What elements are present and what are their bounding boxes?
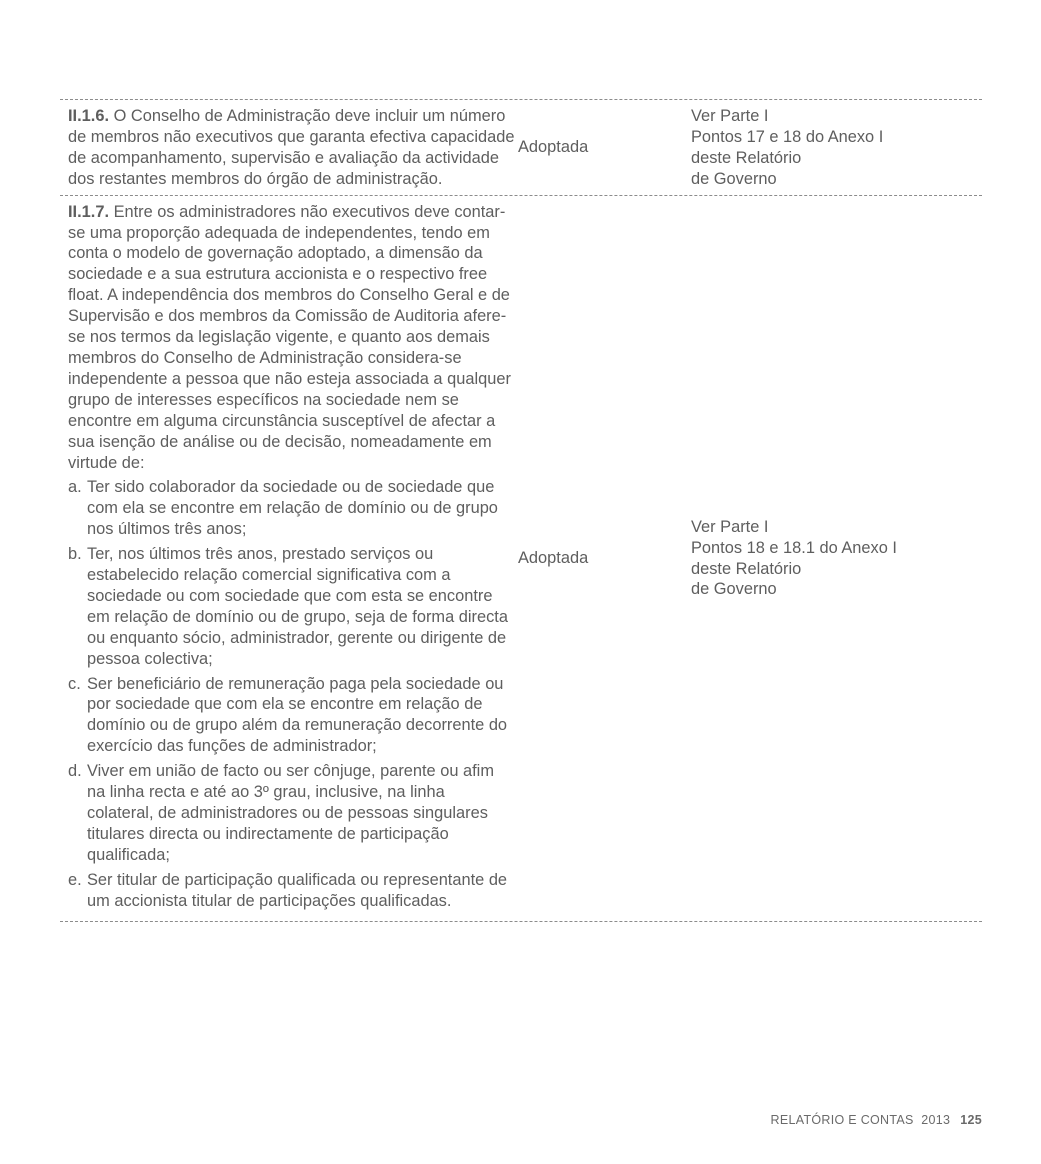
reference-line: Pontos 18 e 18.1 do Anexo I xyxy=(691,538,897,557)
list-item xyxy=(68,674,515,758)
criteria-list xyxy=(68,477,515,911)
status-cell: Adoptada xyxy=(518,549,589,568)
reference-line: Ver Parte I xyxy=(691,517,769,536)
recommendations-table xyxy=(60,99,982,922)
list-marker: a. xyxy=(68,478,82,497)
list-item-text: Ser beneficiário de remuneração paga pela sociedade ou por sociedade que com ela se encontre em relação de domínio ou de grupo além da remuneração decorrente do exercício das funções de administrador; xyxy=(87,674,508,756)
table-row xyxy=(60,196,982,922)
reference-cell xyxy=(691,517,982,601)
recommendation-cell xyxy=(60,106,515,190)
page-number: 125 xyxy=(960,1113,982,1127)
list-marker: b. xyxy=(68,545,82,564)
reference-line: deste Relatório xyxy=(691,559,802,578)
reference-line: deste Relatório xyxy=(691,148,802,167)
list-item xyxy=(68,477,515,540)
page-footer xyxy=(771,1113,982,1127)
list-item-text: Ter, nos últimos três anos, prestado serviços ou estabelecido relação comercial significativa com a sociedade ou com sociedade que com esta se encontre em relação de domínio ou de grupo, seja de forma directa ou enquanto sócio, administrador, gerente ou dirigente de pessoa colectiva; xyxy=(87,545,508,668)
list-item-text: Ser titular de participação qualificada ou representante de um accionista titular de participações qualificadas. xyxy=(87,870,508,910)
list-marker: d. xyxy=(68,762,82,781)
list-item xyxy=(68,761,515,866)
recommendation-text: O Conselho de Administração deve incluir um número de membros não executivos que garanta efectiva capacidade de acompanhamento, supervisão e avaliação da actividade dos restantes membros do órgão de administração. xyxy=(68,107,515,188)
list-item xyxy=(68,544,515,669)
list-item-text: Viver em união de facto ou ser cônjuge, parente ou afim na linha recta e até ao 3º grau, inclusive, na linha colateral, de administradores ou de pessoas singulares titulares directa ou indirectamente de participação qualificada; xyxy=(87,762,494,864)
recommendation-cell xyxy=(60,202,515,916)
list-item-text: Ter sido colaborador da sociedade ou de sociedade que com ela se encontre em relação de domínio ou de grupo nos últimos três anos; xyxy=(87,478,498,539)
status-cell: Adoptada xyxy=(518,138,589,157)
reference-line: de Governo xyxy=(691,580,777,599)
reference-cell xyxy=(691,106,982,190)
report-title: RELATÓRIO E CONTAS 2013 xyxy=(770,1113,951,1127)
reference-line: Pontos 17 e 18 do Anexo I xyxy=(691,127,884,146)
table-row xyxy=(60,100,982,196)
recommendation-code: II.1.7. xyxy=(68,202,110,221)
reference-line: Ver Parte I xyxy=(691,107,769,125)
list-item xyxy=(68,870,515,912)
list-marker: e. xyxy=(68,870,82,889)
recommendation-code: II.1.6. xyxy=(68,107,110,125)
recommendation-text: Entre os administradores não executivos deve contar-se uma proporção adequada de independentes, tendo em conta o modelo de governação adoptado, a dimensão da sociedade e a sua estrutura accionista e o respectivo free float. A independência dos membros do Conselho Geral e de Supervisão e dos membros da Comissão de Auditoria afere-se nos termos da legislação vigente, e quanto aos demais membros do Conselho de Administração considera-se independente a pessoa que não esteja associada a qualquer grupo de interesses específicos na sociedade nem se encontre em alguma circunstância susceptível de afectar a sua isenção de análise ou de decisão, nomeadamente em virtude de: xyxy=(68,202,511,472)
reference-line: de Governo xyxy=(691,169,777,188)
list-marker: c. xyxy=(68,674,81,693)
